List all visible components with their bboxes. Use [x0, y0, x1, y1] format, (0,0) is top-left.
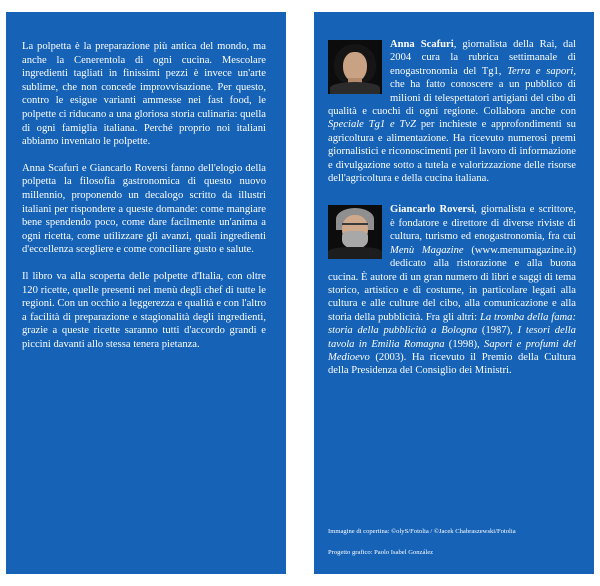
bio-text-segment: per inchieste e approfondimenti su agricoltura e alimentazione. Ha ricevuto numerosi premi giornalistici e riconoscimenti per il lavoro di informazione e divulgazione sotto a tutela e valorizzazione delle risorse dell'agricoltura e della cucina italiana.: [328, 119, 576, 185]
bio-title-italic: Terra e sapori: [507, 65, 574, 77]
author-bios-block: [314, 12, 594, 378]
author-bio-anna: [328, 38, 576, 185]
bio-text-segment: , giornalista e scrittore, è fondatore e direttore di diverse riviste di cultura, turismo ed enogastronomia, fra cui: [390, 204, 576, 243]
flap-panel: [314, 12, 594, 574]
back-cover-text-block: [6, 12, 286, 371]
bio-title-italic: Menù Magazine: [390, 244, 464, 256]
blurb-paragraph: Anna Scafuri e Giancarlo Roversi fanno dell'elogio della polpetta la filosofia gastronomica di questo nuovo millennio, proponendo un decalogo scritto da illustri italiani per rispondere a queste domande: come mangiare bene spendendo poco, come dare facilmente un'anima a ogni ricetta, come utilizzare gli avanzi, quali ingredienti d'eccellenza scegliere e come conciliare gusto e salute.: [22, 162, 266, 256]
credits-block: [328, 526, 578, 558]
portrait-anna-scafuri-photo: [328, 40, 382, 94]
portrait-giancarlo-roversi-photo: [328, 205, 382, 259]
bio-text-segment: , che ha fatto conoscere a un pubblico di milioni di telespettatori artigiani del cibo di qualità e cuochi di ogni regione. Collabora anche con: [328, 65, 576, 118]
bio-text-segment: , giornalista della Rai, dal 2004 cura la rubrica settimanale di enogastronomia del Tg1,: [390, 39, 576, 77]
bio-title-italic: I tesori della tavola in Emilia Romagna: [328, 325, 576, 350]
bio-title-italic: La tromba della fama: storia della pubblicità a Bologna: [328, 311, 577, 337]
blurb-paragraph: La polpetta è la preparazione più antica del mondo, ma anche la Cenerentola di ogni cucina. Mescolare ingredienti tagliati in finissimi pezzi è invece un'arte sublime, che non concede improvvisazione. Per questo, contro le esigue varianti ammesse nei fast food, le polpette ci riducano a una gloriosa storia culinaria: quella di ogni famiglia italiana. Perché proprio noi italiani abbiamo inventato le polpette.: [22, 41, 266, 148]
bio-text-segment: (1998),: [444, 338, 485, 350]
author-name: Giancarlo Roversi: [390, 204, 475, 216]
bio-text-segment: (2003). Ha ricevuto il Premio della Cultura della Presidenza del Consiglio dei Ministri.: [328, 351, 576, 377]
graphic-project-credit: Progetto grafico: Paolo Isabel González: [328, 549, 434, 556]
back-cover-panel: [6, 12, 286, 574]
bio-title-italic: Speciale Tg1 e TvZ: [328, 119, 416, 131]
author-name: Anna Scafuri: [390, 39, 454, 50]
bio-text-segment: (www.menumagazine.it) dedicato alla ristorazione e alla buona cucina. È autore di un gran numero di libri e saggi di tema storico, artistico e di costume, in particolare legati alla cultura e alle culture del cibo, alla comunicazione e alla storia della pubblicità. Fra gli altri:: [328, 244, 576, 323]
bio-text-segment: (1987),: [477, 325, 518, 337]
bio-title-italic: Sapori e profumi del Medioevo: [328, 338, 576, 363]
blurb-paragraph: Il libro va alla scoperta delle polpette d'Italia, con oltre 120 ricette, quelle presenti nei menù degli chef di tutte le regioni. Con un occhio a leggerezza e qualità e con l'altro a facilità di preparazione e stagionalità degli ingredienti, grazie a queste ricette saranno tutti d'accordo grandi e piccini davanti allo stessa tenera pietanza.: [22, 270, 266, 350]
cover-image-credit: Immagine di copertina: ©olyS/Fotolia / ©Jacek Chabraszewski/Fotolia: [328, 528, 516, 535]
author-bio-giancarlo: [328, 203, 576, 377]
